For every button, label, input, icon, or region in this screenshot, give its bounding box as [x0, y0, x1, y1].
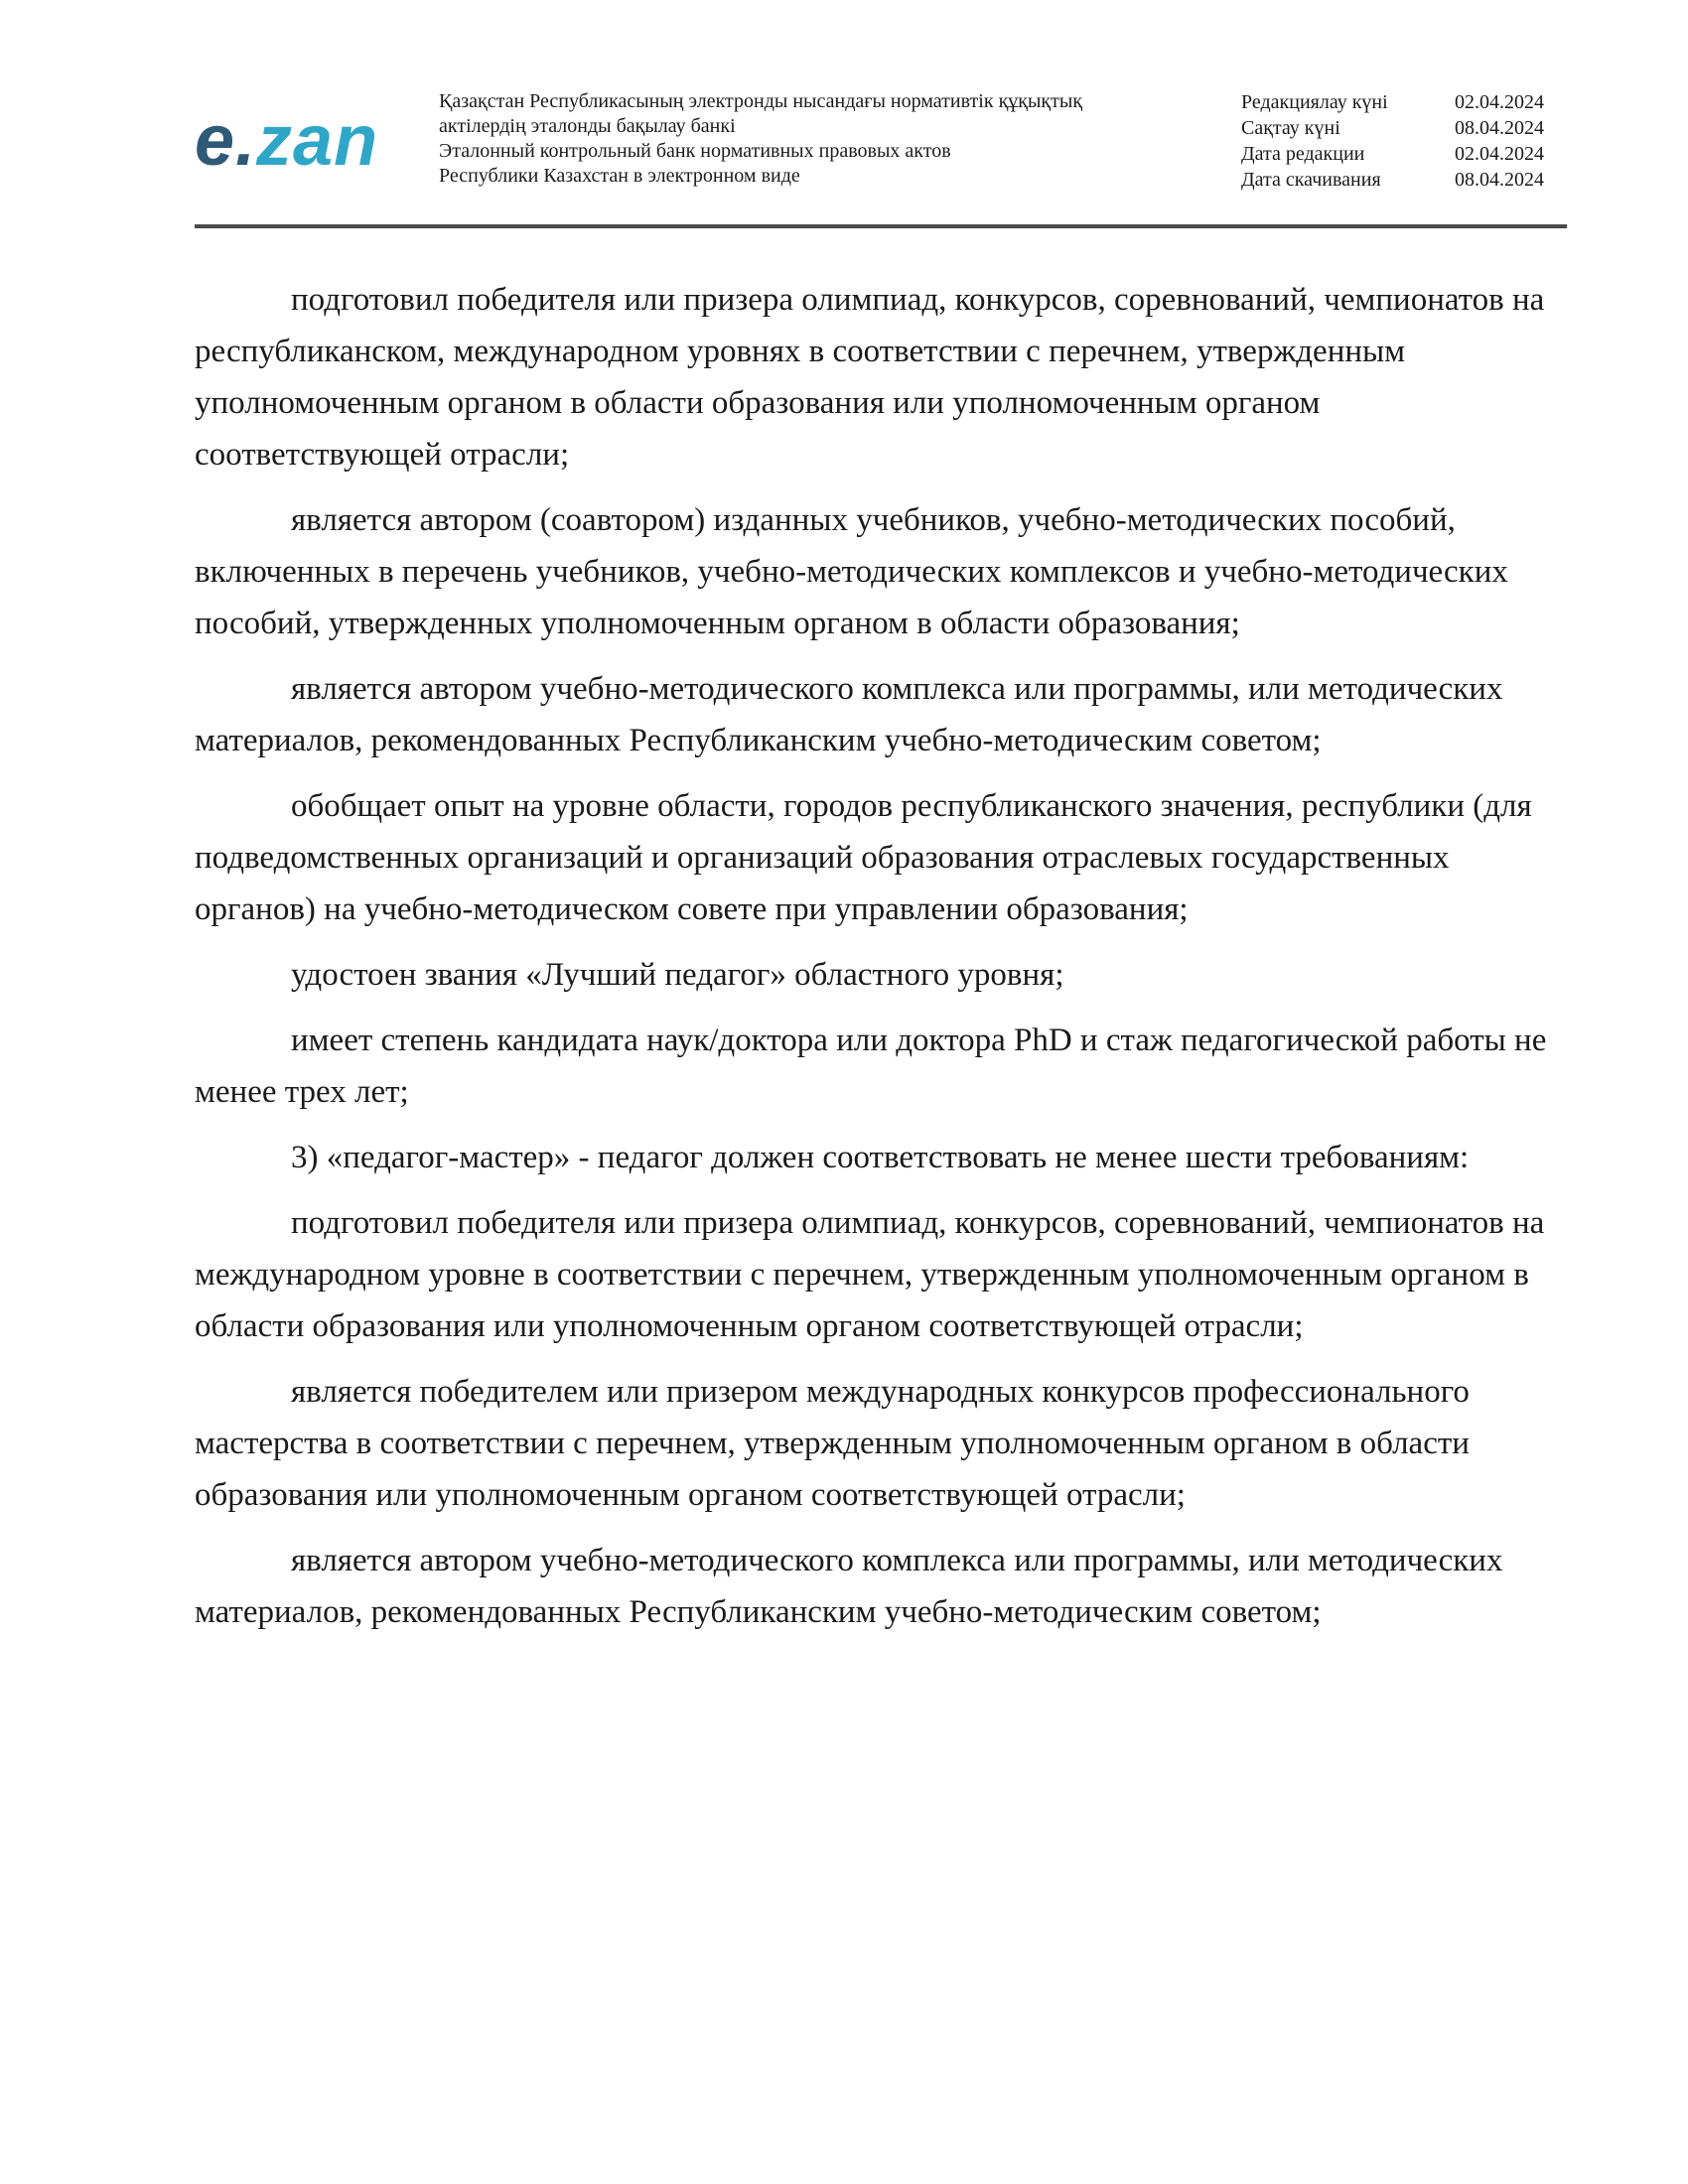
body-paragraph: является победителем или призером международных конкурсов профессионального мастерства в соответствии с перечнем, утвержденным уполномоченным органом в области образования или уполномоченным органом соответствующей отрасли;	[195, 1374, 1470, 1513]
logo-e: e.	[195, 101, 257, 181]
meta-value: 08.04.2024	[1455, 169, 1544, 191]
meta-value: 02.04.2024	[1455, 91, 1544, 113]
body-paragraph: является автором (соавтором) изданных учебников, учебно-методических пособий, включенных в перечень учебников, учебно-методических комплексов и учебно-методических пособий, утвержденных уполномоченным органом в области образования;	[195, 502, 1508, 641]
edit-date-kz-row	[1241, 89, 1564, 115]
body-paragraph: подготовил победителя или призера олимпиад, конкурсов, соревнований, чемпионатов на международном уровне в соответствии с перечнем, утвержденным уполномоченным органом в области образования или уполномоченным органом соответствующей отрасли;	[195, 1205, 1545, 1344]
body-paragraph: удостоен звания «Лучший педагог» областного уровня;	[291, 957, 1064, 993]
meta-label: Сақтау күні	[1241, 117, 1340, 139]
body-paragraph: является автором учебно-методического комплекса или программы, или методических материалов, рекомендованных Республиканским учебно-методическим советом;	[195, 1543, 1503, 1630]
body-paragraph: 3) «педагог-мастер» - педагог должен соответствовать не менее шести требованиям:	[291, 1140, 1470, 1175]
save-date-kz-row	[1241, 115, 1564, 141]
bank-description	[439, 89, 1082, 189]
body-paragraph: является автором учебно-методического комплекса или программы, или методических материалов, рекомендованных Республиканским учебно-методическим советом;	[195, 671, 1503, 758]
meta-label: Редакциялау күні	[1241, 91, 1388, 113]
description-line: актілердің эталонды бақылау банкі	[439, 115, 736, 137]
header-divider	[195, 224, 1567, 228]
body-paragraph: обобщает опыт на уровне области, городов республиканского значения, республики (для подведомственных организаций и организаций образования отраслевых государственных органов) на учебно-методическом совете при управлении образования;	[195, 788, 1532, 927]
ezan-logo	[195, 101, 379, 181]
edit-date-ru-row	[1241, 141, 1564, 167]
body-paragraph: имеет степень кандидата наук/доктора или доктора PhD и стаж педагогической работы не менее трех лет;	[195, 1023, 1547, 1110]
description-line: Эталонный контрольный банк нормативных правовых актов	[439, 140, 951, 162]
document-header	[195, 85, 1567, 224]
meta-label: Дата редакции	[1241, 143, 1365, 165]
body-paragraph: подготовил победителя или призера олимпиад, конкурсов, соревнований, чемпионатов на республиканском, международном уровнях в соответствии с перечнем, утвержденным уполномоченным органом в области образования или уполномоченным органом соответствующей отрасли;	[195, 282, 1545, 473]
logo-zan: zan	[256, 101, 379, 181]
description-line: Қазақстан Республикасының электронды нысандағы нормативтік құқықтық	[439, 90, 1083, 112]
description-line: Республики Казахстан в электронном виде	[439, 165, 800, 187]
meta-label: Дата скачивания	[1241, 169, 1381, 191]
document-body	[195, 274, 1567, 1652]
meta-value: 02.04.2024	[1455, 143, 1544, 165]
download-date-ru-row	[1241, 167, 1564, 193]
document-dates	[1241, 89, 1564, 193]
meta-value: 08.04.2024	[1455, 117, 1544, 139]
